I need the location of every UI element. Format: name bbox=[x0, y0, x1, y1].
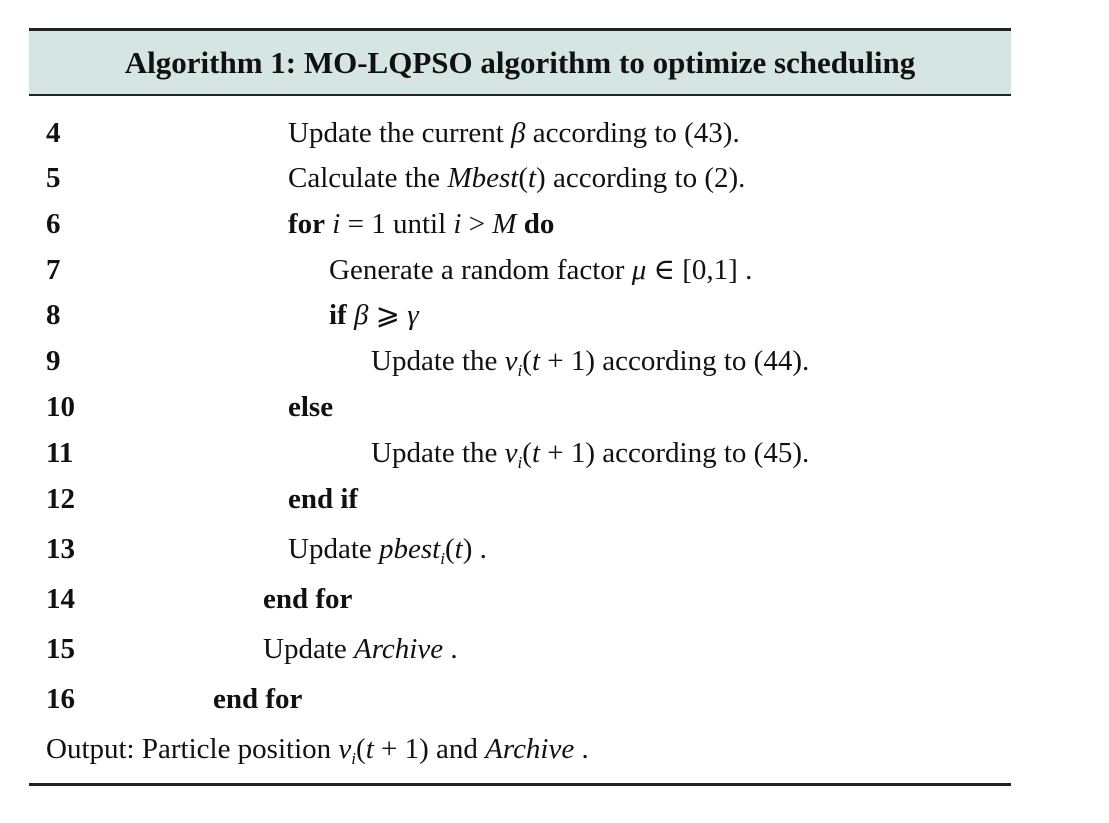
subscript: i bbox=[517, 453, 523, 472]
text-segment: ( bbox=[522, 345, 532, 377]
line-code bbox=[263, 577, 352, 621]
math-symbol: pbest bbox=[379, 533, 441, 565]
text-segment: Update bbox=[288, 533, 379, 565]
keyword: end for bbox=[213, 683, 303, 715]
text-segment: + 1) and bbox=[373, 733, 486, 765]
line-code bbox=[371, 431, 809, 475]
line-number: 8 bbox=[46, 299, 61, 331]
math-symbol: v bbox=[504, 437, 518, 469]
math-symbol: i bbox=[453, 208, 462, 240]
math-symbol: t bbox=[531, 345, 541, 377]
text-segment: ( bbox=[356, 733, 366, 765]
text-segment: ( bbox=[444, 533, 455, 565]
text-segment: ) . bbox=[462, 533, 487, 565]
text-segment: ( bbox=[522, 437, 532, 469]
math-symbol: t bbox=[454, 533, 463, 565]
math-symbol: μ bbox=[631, 254, 647, 286]
text-segment: Calculate the bbox=[288, 162, 448, 194]
line-number: 11 bbox=[46, 437, 74, 469]
math-symbol: M bbox=[492, 208, 517, 240]
text-segment: according to (43). bbox=[525, 117, 740, 149]
subscript: i bbox=[517, 361, 523, 380]
keyword: end for bbox=[263, 583, 353, 615]
text-segment: Generate a random factor bbox=[329, 254, 632, 286]
math-symbol: β bbox=[353, 299, 369, 331]
line-number: 10 bbox=[46, 391, 75, 423]
keyword: else bbox=[288, 391, 334, 423]
text-segment bbox=[347, 299, 354, 331]
text-segment: Output: Particle position bbox=[46, 733, 339, 765]
line-code bbox=[263, 627, 458, 671]
math-symbol: γ bbox=[407, 299, 419, 331]
math-symbol: Archive bbox=[354, 633, 444, 665]
line-code bbox=[288, 477, 358, 521]
text-segment: > bbox=[461, 208, 493, 240]
line-code bbox=[288, 156, 745, 200]
math-symbol: v bbox=[338, 733, 352, 765]
subscript: i bbox=[351, 749, 357, 768]
text-segment: ∈ [0,1] . bbox=[646, 254, 753, 286]
keyword: do bbox=[523, 208, 555, 240]
line-code bbox=[371, 339, 809, 383]
line-code bbox=[288, 527, 487, 571]
text-segment: Update the bbox=[371, 345, 505, 377]
output-text bbox=[46, 727, 589, 771]
bottom-rule bbox=[29, 783, 1011, 786]
line-number: 16 bbox=[46, 683, 75, 715]
algorithm-title: Algorithm 1: MO-LQPSO algorithm to optimize scheduling bbox=[29, 31, 1011, 96]
text-segment: + 1) according to (45). bbox=[540, 437, 810, 469]
math-symbol: t bbox=[527, 162, 537, 194]
keyword: if bbox=[329, 299, 347, 331]
math-symbol: v bbox=[504, 345, 518, 377]
math-symbol: β bbox=[511, 117, 526, 149]
math-symbol: t bbox=[531, 437, 541, 469]
text-segment: Update the current bbox=[288, 117, 512, 149]
line-code bbox=[329, 248, 752, 292]
math-symbol: t bbox=[365, 733, 374, 765]
text-segment: = 1 until bbox=[340, 208, 454, 240]
text-segment bbox=[516, 208, 523, 240]
line-code bbox=[213, 677, 302, 721]
text-segment: + 1) according to (44). bbox=[540, 345, 810, 377]
text-segment: ) according to (2). bbox=[536, 162, 746, 194]
text-segment: . bbox=[574, 733, 589, 765]
line-code bbox=[288, 385, 333, 429]
text-segment: ⩾ bbox=[368, 299, 408, 331]
text-segment: Update the bbox=[371, 437, 505, 469]
line-number: 12 bbox=[46, 483, 75, 515]
subscript: i bbox=[440, 549, 445, 568]
line-number: 13 bbox=[46, 533, 75, 565]
line-number: 4 bbox=[46, 117, 61, 149]
line-number: 9 bbox=[46, 345, 61, 377]
keyword: for bbox=[288, 208, 326, 240]
algorithm-box bbox=[29, 28, 1011, 768]
line-number: 15 bbox=[46, 633, 75, 665]
line-number: 6 bbox=[46, 208, 61, 240]
line-number: 5 bbox=[46, 162, 61, 194]
math-symbol: i bbox=[332, 208, 341, 240]
line-number: 7 bbox=[46, 254, 61, 286]
math-symbol: Mbest bbox=[447, 162, 519, 194]
math-symbol: Archive bbox=[485, 733, 575, 765]
keyword: end if bbox=[288, 483, 359, 515]
line-number: 14 bbox=[46, 583, 75, 615]
line-code bbox=[329, 293, 419, 337]
text-segment: ( bbox=[518, 162, 528, 194]
text-segment: . bbox=[443, 633, 458, 665]
line-code bbox=[288, 202, 554, 246]
text-segment: Update bbox=[263, 633, 354, 665]
line-code bbox=[288, 111, 740, 155]
